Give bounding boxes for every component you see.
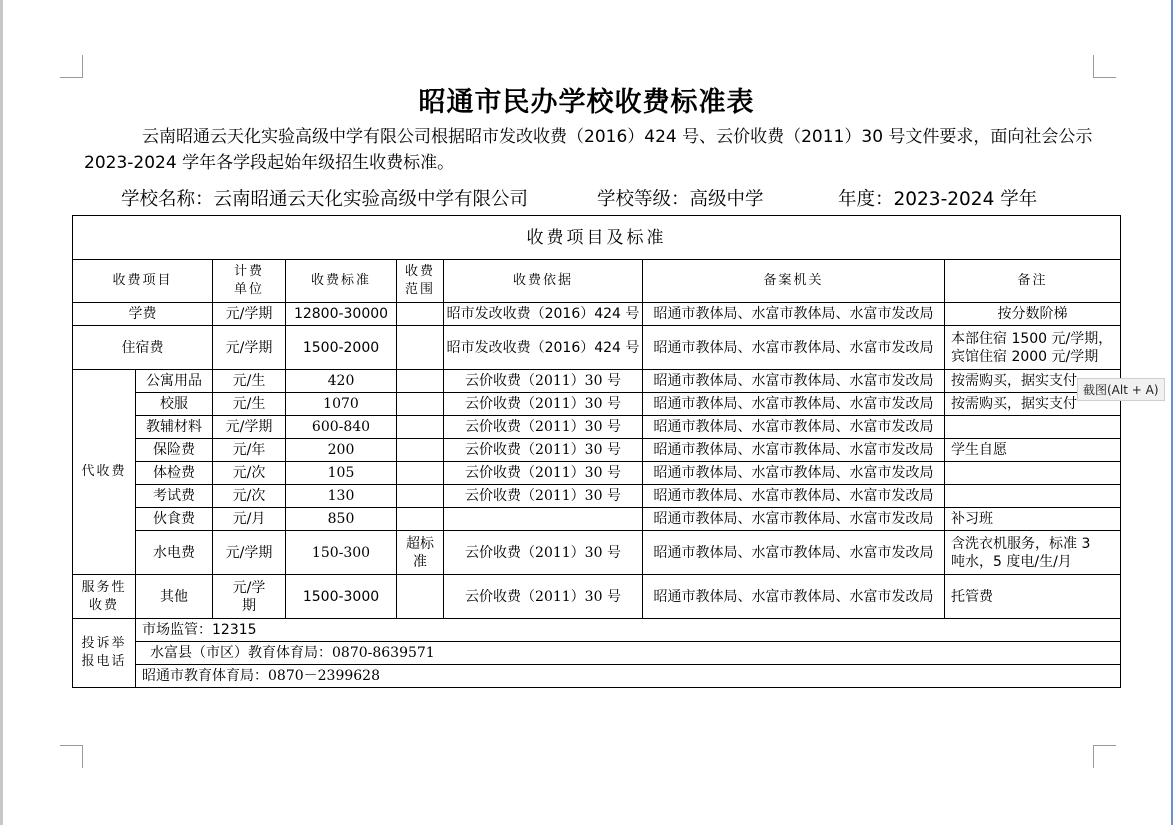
cell-unit: 元/次 xyxy=(213,485,286,508)
cell-item: 住宿费 xyxy=(73,326,213,370)
complaint-line: 水富县（市区）教育体育局：0870-8639571 xyxy=(136,642,1121,665)
row-collect-5 xyxy=(73,485,1121,508)
row-collect-6 xyxy=(73,508,1121,531)
page-edge-left xyxy=(0,0,3,825)
cell-basis: 云价收费（2011）30 号 xyxy=(444,462,643,485)
cell-item: 公寓用品 xyxy=(136,370,213,393)
fee-table xyxy=(72,215,1121,688)
row-collect-3 xyxy=(73,439,1121,462)
crop-mark-bottom-right xyxy=(1093,745,1116,768)
row-complaint-2 xyxy=(73,665,1121,688)
cell-standard: 12800-30000 xyxy=(286,303,397,326)
school-level: 学校等级：高级中学 xyxy=(597,189,764,210)
cell-item: 体检费 xyxy=(136,462,213,485)
row-collect-4 xyxy=(73,462,1121,485)
cell-basis: 云价收费（2011）30 号 xyxy=(444,370,643,393)
cell-basis: 云价收费（2011）30 号 xyxy=(444,416,643,439)
row-lodging xyxy=(73,326,1121,370)
cell-agency: 昭通市教体局、水富市教体局、水富市发改局 xyxy=(643,531,945,575)
row-collect-0 xyxy=(73,370,1121,393)
cell-remark: 按需购买，据实支付 xyxy=(945,393,1121,416)
header-item: 收费项目 xyxy=(73,260,213,303)
cell-standard: 1500-2000 xyxy=(286,326,397,370)
header-standard: 收费标准 xyxy=(286,260,397,303)
intro-paragraph: 云南昭通云天化实验高级中学有限公司根据昭市发改收费（2016）424 号、云价收费（2011）30 号文件要求，面向社会公示 2023-2024 学年各学段起始年级招生收费标准。 xyxy=(84,127,1093,173)
cell-standard: 105 xyxy=(286,462,397,485)
cell-agency: 昭通市教体局、水富市教体局、水富市发改局 xyxy=(643,416,945,439)
cell-scope xyxy=(397,439,444,462)
cell-standard: 850 xyxy=(286,508,397,531)
cell-item: 保险费 xyxy=(136,439,213,462)
row-collect-1 xyxy=(73,393,1121,416)
cell-standard: 1500-3000 xyxy=(286,575,397,619)
school-name: 学校名称：云南昭通云天化实验高级中学有限公司 xyxy=(121,189,529,210)
school-year: 年度：2023-2024 学年 xyxy=(838,189,1038,210)
cell-remark: 按需购买，据实支付 xyxy=(945,370,1121,393)
cell-unit: 元/学期 xyxy=(213,531,286,575)
cell-scope xyxy=(397,393,444,416)
cell-remark xyxy=(945,416,1121,439)
cell-remark: 含洗衣机服务，标准 3 吨水，5 度电/生/月 xyxy=(945,531,1121,575)
cell-standard: 1070 xyxy=(286,393,397,416)
cell-unit: 元/生 xyxy=(213,393,286,416)
cell-scope xyxy=(397,508,444,531)
cell-basis: 昭市发改收费（2016）424 号 xyxy=(444,303,643,326)
cell-basis: 昭市发改收费（2016）424 号 xyxy=(444,326,643,370)
cell-scope xyxy=(397,370,444,393)
cell-basis: 云价收费（2011）30 号 xyxy=(444,575,643,619)
header-basis: 收费依据 xyxy=(444,260,643,303)
row-collect-2 xyxy=(73,416,1121,439)
cell-agency: 昭通市教体局、水富市教体局、水富市发改局 xyxy=(643,370,945,393)
cell-remark: 学生自愿 xyxy=(945,439,1121,462)
cell-agency: 昭通市教体局、水富市教体局、水富市发改局 xyxy=(643,575,945,619)
cell-basis: 云价收费（2011）30 号 xyxy=(444,485,643,508)
cell-unit: 元/年 xyxy=(213,439,286,462)
header-row xyxy=(73,260,1121,303)
cell-agency: 昭通市教体局、水富市教体局、水富市发改局 xyxy=(643,439,945,462)
cell-scope xyxy=(397,462,444,485)
cell-agency: 昭通市教体局、水富市教体局、水富市发改局 xyxy=(643,393,945,416)
cell-agency: 昭通市教体局、水富市教体局、水富市发改局 xyxy=(643,508,945,531)
cell-unit: 元/学期 xyxy=(213,326,286,370)
cell-standard: 200 xyxy=(286,439,397,462)
cell-item: 伙食费 xyxy=(136,508,213,531)
cell-standard: 130 xyxy=(286,485,397,508)
caption-row xyxy=(73,216,1121,260)
header-unit: 计费 单位 xyxy=(213,260,286,303)
document-title: 昭通市民办学校收费标准表 xyxy=(418,87,755,118)
cell-basis xyxy=(444,508,643,531)
cell-agency: 昭通市教体局、水富市教体局、水富市发改局 xyxy=(643,326,945,370)
row-service xyxy=(73,575,1121,619)
header-remark: 备注 xyxy=(945,260,1121,303)
collect-group-label: 代收费 xyxy=(73,370,136,575)
cell-remark: 按分数阶梯 xyxy=(945,303,1121,326)
cell-unit: 元/学期 xyxy=(213,303,286,326)
cell-remark: 本部住宿 1500 元/学期， 宾馆住宿 2000 元/学期 xyxy=(945,326,1121,370)
cell-basis: 云价收费（2011）30 号 xyxy=(444,531,643,575)
complaint-label: 投诉举 报电话 xyxy=(73,619,136,688)
cell-item: 学费 xyxy=(73,303,213,326)
cell-standard: 150-300 xyxy=(286,531,397,575)
cell-item: 校服 xyxy=(136,393,213,416)
cell-standard: 420 xyxy=(286,370,397,393)
cell-unit: 元/学期 xyxy=(213,416,286,439)
cell-item: 教辅材料 xyxy=(136,416,213,439)
cell-unit: 元/生 xyxy=(213,370,286,393)
cell-scope xyxy=(397,303,444,326)
cell-item: 考试费 xyxy=(136,485,213,508)
row-complaint-0 xyxy=(73,619,1121,642)
row-tuition xyxy=(73,303,1121,326)
cell-remark: 托管费 xyxy=(945,575,1121,619)
cell-basis: 云价收费（2011）30 号 xyxy=(444,393,643,416)
cell-basis: 云价收费（2011）30 号 xyxy=(444,439,643,462)
row-utility xyxy=(73,531,1121,575)
cell-unit: 元/次 xyxy=(213,462,286,485)
cell-agency: 昭通市教体局、水富市教体局、水富市发改局 xyxy=(643,303,945,326)
header-scope: 收费 范围 xyxy=(397,260,444,303)
table-caption: 收费项目及标准 xyxy=(73,216,1121,260)
cell-standard: 600-840 xyxy=(286,416,397,439)
cell-remark: 补习班 xyxy=(945,508,1121,531)
cell-scope: 超标 准 xyxy=(397,531,444,575)
crop-mark-bottom-left xyxy=(60,745,83,768)
cell-unit: 元/月 xyxy=(213,508,286,531)
row-complaint-1 xyxy=(73,642,1121,665)
cell-scope xyxy=(397,416,444,439)
cell-remark xyxy=(945,462,1121,485)
crop-mark-top-right xyxy=(1093,55,1116,78)
crop-mark-top-left xyxy=(60,55,83,78)
cell-item: 水电费 xyxy=(136,531,213,575)
cell-scope xyxy=(397,485,444,508)
complaint-line: 昭通市教育体育局：0870－2399628 xyxy=(136,665,1121,688)
cell-remark xyxy=(945,485,1121,508)
complaint-line: 市场监管：12315 xyxy=(136,619,1121,642)
cell-unit: 元/学 期 xyxy=(213,575,286,619)
cell-item: 其他 xyxy=(136,575,213,619)
screenshot-tooltip: 截图(Alt + A) xyxy=(1077,378,1165,401)
cell-agency: 昭通市教体局、水富市教体局、水富市发改局 xyxy=(643,485,945,508)
cell-scope xyxy=(397,575,444,619)
header-agency: 备案机关 xyxy=(643,260,945,303)
service-group-label: 服务性 收费 xyxy=(73,575,136,619)
cell-agency: 昭通市教体局、水富市教体局、水富市发改局 xyxy=(643,462,945,485)
cell-scope xyxy=(397,326,444,370)
